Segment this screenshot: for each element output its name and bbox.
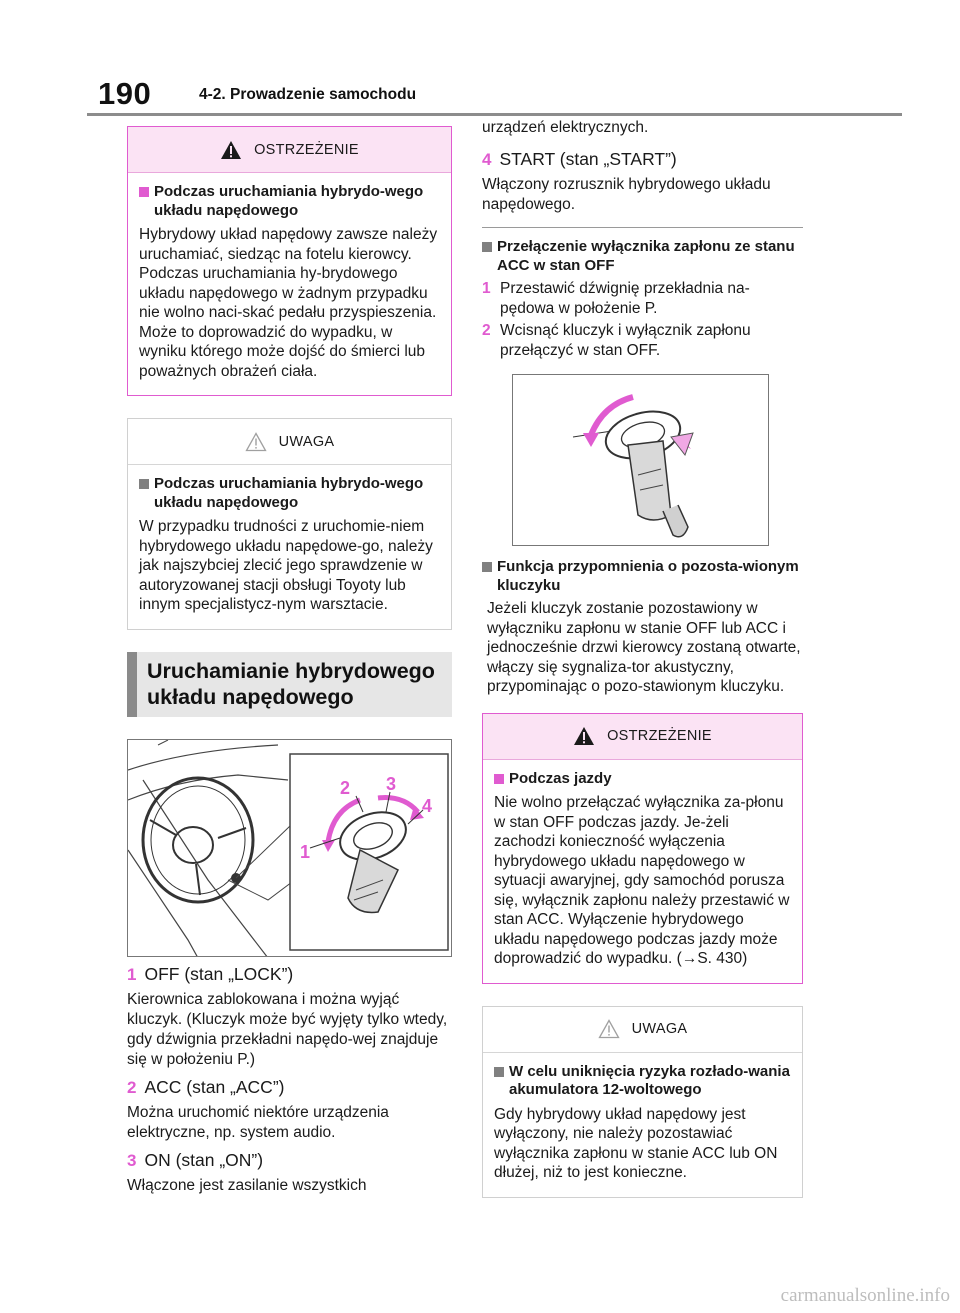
- step-number: 2: [482, 322, 491, 339]
- warning-box-header: [483, 714, 802, 760]
- list-item: [127, 1076, 452, 1099]
- section-title: 4-2. Prowadzenie samochodu: [199, 86, 417, 103]
- key-push-drawing: [513, 375, 769, 546]
- key-push-illustration: [512, 374, 769, 546]
- caution-triangle-icon: [245, 432, 267, 452]
- header-rule: [87, 113, 902, 116]
- switch-off-subheading: [482, 238, 803, 275]
- page-number: 190: [98, 76, 152, 111]
- warning-subheading-text: Podczas jazdy: [509, 769, 612, 787]
- caution-box-start: [127, 418, 452, 630]
- warning-text: Hybrydowy układ napędowy zawsze należy uruchamiać, siedząc na fotelu kierowcy. Podczas uruchamiania hy-brydowego układu napędowego w żadnym przypadku nie wolno naci-skać pedału przyspieszenia. Może to doprowadzić do wypadku, w wyniku którego może dojść do śmierci lub poważnych obrażeń ciała.: [139, 226, 438, 380]
- warning-box-body: [483, 760, 802, 983]
- item-description: Włączone jest zasilanie wszystkich: [127, 1176, 367, 1194]
- position-label-2: 2: [340, 777, 351, 798]
- caution-box-header: [128, 419, 451, 465]
- caution-title: UWAGA: [631, 1021, 688, 1037]
- square-bullet-icon: [482, 242, 492, 252]
- step: [482, 279, 803, 318]
- warning-box-driving: [482, 713, 803, 984]
- item-title: ACC (stan „ACC”): [144, 1076, 285, 1097]
- position-label-4: 4: [422, 795, 433, 816]
- reminder-subheading: [482, 558, 803, 595]
- item-title: ON (stan „ON”): [144, 1149, 264, 1170]
- position-label-1: 1: [300, 841, 311, 862]
- watermark: carmanualsonline.info: [780, 1285, 950, 1306]
- item-description: Kierownica zablokowana i można wyjąć kluczyk. (Kluczyk może być wyjęty tylko wtedy, gdy dźwignia przekładni napędo-wej znajduje się w położeniu P.): [127, 990, 448, 1068]
- warning-box-header: [128, 127, 451, 173]
- ignition-illustration: [127, 739, 452, 957]
- item-number: 1: [127, 964, 137, 984]
- step-text: Wcisnąć kluczyk i wyłącznik zapłonu przełączyć w stan OFF.: [500, 322, 751, 359]
- step: [482, 321, 803, 360]
- caution-box-body: [128, 465, 451, 629]
- switch-off-subheading-text: Przełączenie wyłącznika zapłonu ze stanu ACC w stan OFF: [497, 238, 795, 274]
- caution-text: Gdy hybrydowy układ napędowy jest wyłączony, nie należy pozostawiać wyłącznika zapłonu w stanie ACC lub ON dłużej, niż to jest konieczne.: [494, 1105, 778, 1181]
- warning-subheading-text: Podczas uruchamiania hybrydo-wego układu napędowego: [154, 183, 424, 219]
- reminder-subheading-text: Funkcja przypomnienia o pozosta-wionym kluczyku: [497, 558, 799, 594]
- position-label-3: 3: [386, 773, 397, 794]
- caution-box-body: [483, 1053, 802, 1197]
- list-item: [482, 148, 803, 171]
- warning-triangle-icon: [220, 140, 242, 160]
- step-number: 1: [482, 280, 491, 297]
- caution-subheading: [139, 475, 441, 512]
- right-column: [482, 118, 803, 1220]
- item-description: Można uruchomić niektóre urządzenia elektryczne, np. system audio.: [127, 1103, 389, 1141]
- caution-box-battery: [482, 1006, 803, 1198]
- caution-subheading-text: W celu uniknięcia ryzyka rozłado-wania akumulatora 12-woltowego: [509, 1062, 790, 1098]
- left-column: [127, 126, 452, 1196]
- square-bullet-icon: [139, 187, 149, 197]
- warning-triangle-icon: [573, 726, 595, 746]
- item-description: Włączony rozrusznik hybrydowego układu napędowego.: [482, 176, 771, 213]
- caution-subheading-text: Podczas uruchamiania hybrydo-wego układu napędowego: [154, 475, 424, 511]
- warning-box-body: [128, 173, 451, 395]
- step-text: Przestawić dźwignię przekładnia na-pędowa w położenie P.: [500, 280, 750, 317]
- warning-subheading: [139, 183, 441, 220]
- item-number: 2: [127, 1077, 137, 1097]
- reminder-text: Jeżeli kluczyk zostanie pozostawiony w wyłączniku zapłonu w stanie OFF lub ACC i jednocześnie drzwi kierowcy zostaną otwarte, włączy się sygnaliza-tor akustyczny, przypominając o pozo-stawionym kluczyku.: [487, 600, 801, 695]
- divider: [482, 227, 803, 228]
- warning-title: OSTRZEŻENIE: [607, 728, 712, 744]
- caution-text: W przypadku trudności z uruchomie-niem hybrydowego układu napędowe-go, należy jak najszybciej zlecić jego sprawdzenie w autoryzowanej stacji obsługi Toyoty lub innym specjalistycz-nym warsztacie.: [139, 518, 433, 613]
- warning-title: OSTRZEŻENIE: [254, 141, 359, 158]
- warning-box-start: [127, 126, 452, 396]
- list-item: [127, 1149, 452, 1172]
- warning-text: Nie wolno przełączać wyłącznika za-płonu w stan OFF podczas jazdy. Je-żeli zachodzi konieczność wyłączenia hybrydowego układu napędowego w sytuacji awaryjnej, gdy samochód porusza się, wyłącznik zapłonu należy przestawić w stan ACC. Wyłączenie hybrydowego układu napędowego podczas jazdy może doprowadzić do wypadku. (→S. 430): [494, 794, 790, 967]
- caution-subheading: [494, 1063, 792, 1100]
- item-number: 3: [127, 1150, 137, 1170]
- caution-triangle-icon: [598, 1019, 620, 1039]
- square-bullet-icon: [482, 562, 492, 572]
- item-number: 4: [482, 150, 492, 169]
- item-description-continued: urządzeń elektrycznych.: [482, 119, 649, 136]
- caution-box-header: [483, 1007, 802, 1053]
- square-bullet-icon: [139, 479, 149, 489]
- item-title: OFF (stan „LOCK”): [144, 963, 294, 984]
- ignition-dashboard-drawing: [128, 740, 452, 957]
- square-bullet-icon: [494, 1067, 504, 1077]
- square-bullet-icon: [494, 774, 504, 784]
- caution-title: UWAGA: [278, 433, 335, 450]
- list-item: [127, 963, 452, 986]
- warning-subheading: [494, 770, 792, 789]
- item-title: START (stan „START”): [499, 149, 677, 169]
- main-heading: Uruchamianie hybrydowego układu napędowego: [127, 652, 452, 717]
